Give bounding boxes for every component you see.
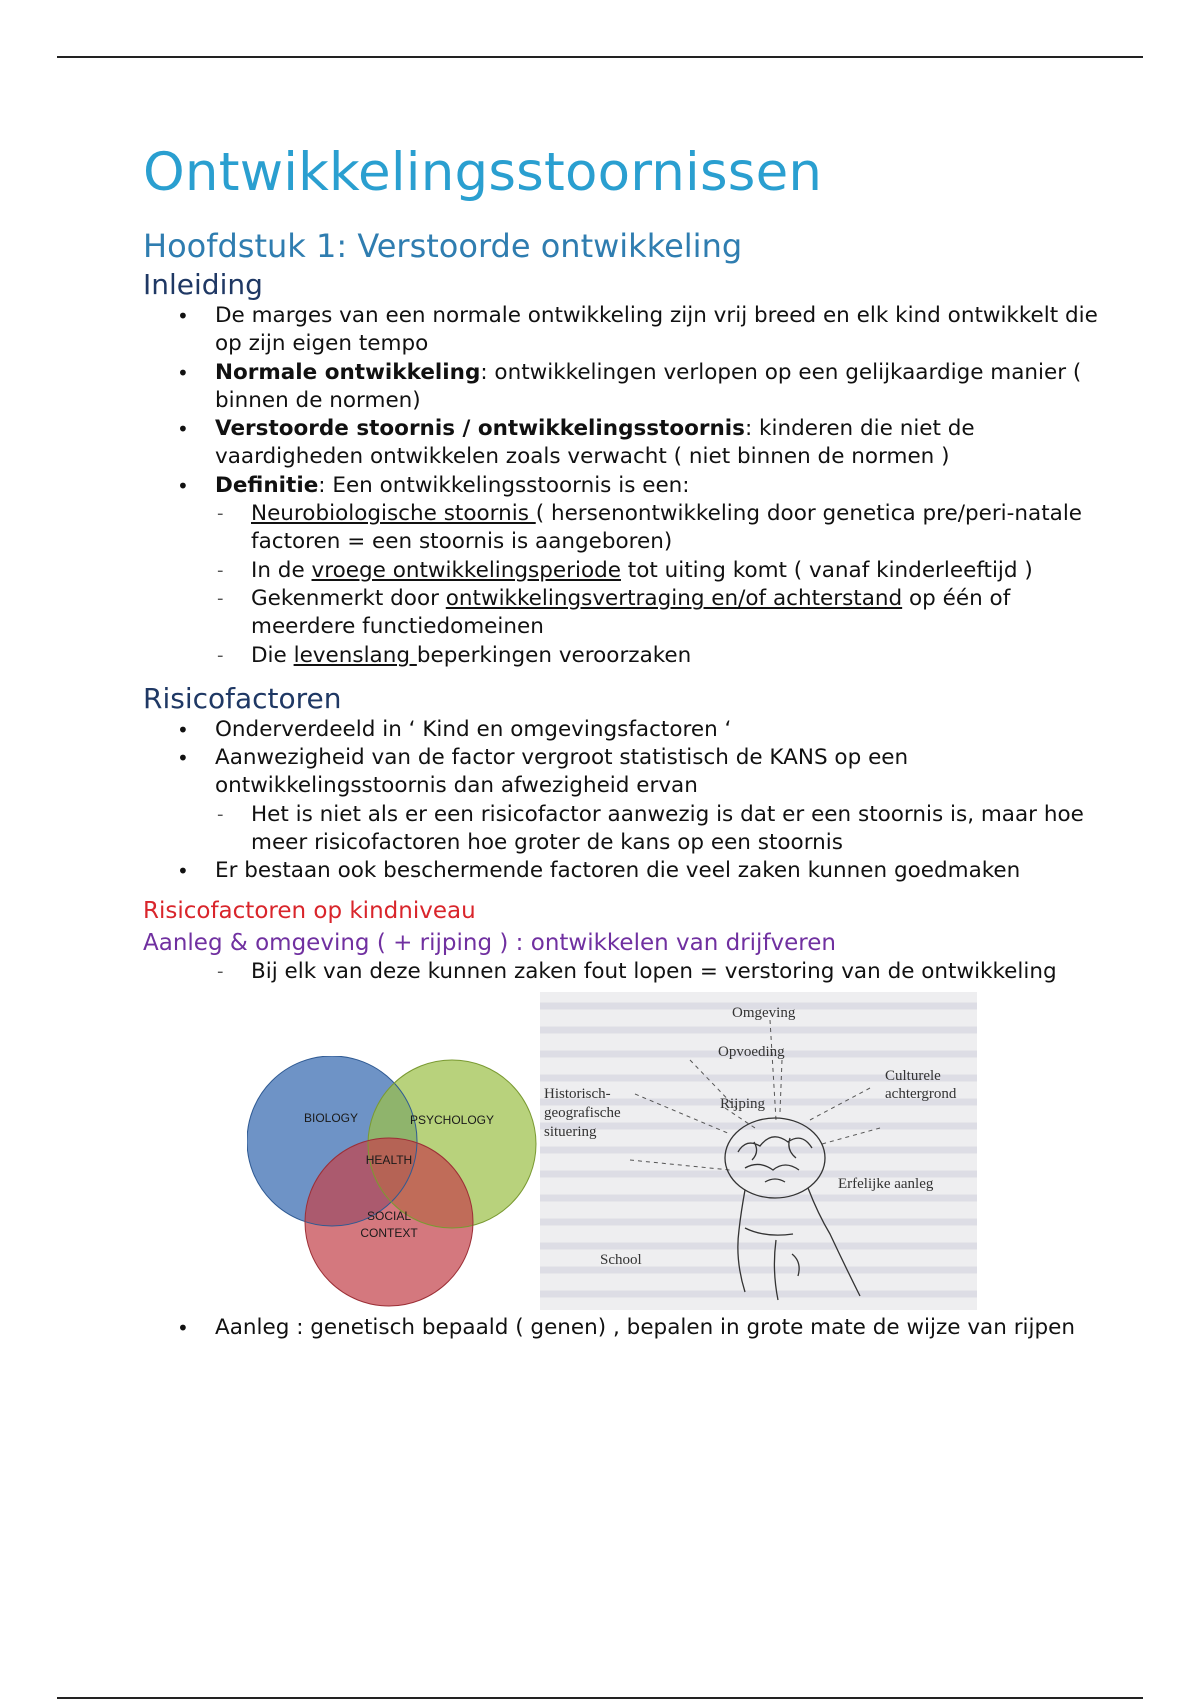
child-development-diagram — [540, 992, 977, 1310]
venn-label-biology: BIOLOGY — [303, 1110, 359, 1125]
venn-label-context: CONTEXT — [360, 1225, 418, 1240]
chapter-heading: Hoofdstuk 1: Verstoorde ontwikkeling — [143, 227, 743, 265]
label-omgeving: Omgeving — [732, 1004, 796, 1021]
section-heading-risicofactoren: Risicofactoren — [143, 681, 342, 715]
definitie-sublist — [215, 500, 1103, 670]
label-rijping: Rijping — [720, 1095, 766, 1112]
header-rule — [57, 56, 1143, 58]
risico-list — [143, 716, 1103, 886]
venn-label-psychology: PSYCHOLOGY — [409, 1112, 495, 1127]
sub-list-item: - Bij elk van deze kunnen zaken fout lopen = verstoring van de ontwikkeling — [251, 958, 1103, 986]
label-school: School — [600, 1251, 642, 1268]
label-culturele-2: achtergrond — [885, 1085, 957, 1102]
label-historisch-3: situering — [544, 1123, 597, 1140]
venn-label-social: SOCIAL — [366, 1208, 412, 1223]
inleiding-list — [143, 302, 1103, 670]
term-bold: Definitie — [215, 472, 319, 498]
footer-rule — [57, 1697, 1143, 1699]
aanleg-sublist — [143, 958, 1103, 986]
label-opvoeding: Opvoeding — [718, 1043, 785, 1060]
sub-list-item: - Die levenslang beperkingen veroorzaken — [251, 642, 1103, 670]
diagram-illustration — [540, 992, 977, 1310]
list-item: • Normale ontwikkeling: ontwikkelingen verlopen op een gelijkaardige manier ( binnen de normen) — [215, 359, 1103, 416]
label-historisch-1: Historisch- — [544, 1085, 611, 1102]
sub-list-item: - In de vroege ontwikkelingsperiode tot uiting komt ( vanaf kinderleeftijd ) — [251, 557, 1103, 585]
list-item: • Definitie: Een ontwikkelingsstoornis is een: - Neurobiologische stoornis ( hersenontwikkeling door genetica pre/peri-natale factoren = een stoornis is aangeboren) - In de vroege ontwikkelingsperiode tot uiting komt ( vanaf kinderleeftijd ) - Gekenmerkt door ontwikkelingsvertraging en/of achterstand op één of meerdere functiedomeinen - Die levenslang beperkingen veroorzaken — [215, 472, 1103, 670]
subsection-heading-kindniveau: Risicofactoren op kindniveau — [143, 897, 476, 924]
sub-list-item: - Neurobiologische stoornis ( hersenontwikkeling door genetica pre/peri-natale factoren = een stoornis is aangeboren) — [251, 500, 1103, 557]
sub-list-item: - Gekenmerkt door ontwikkelingsvertraging en/of achterstand op één of meerdere functiedomeinen — [251, 585, 1103, 642]
aanleg-list — [143, 1314, 1103, 1342]
label-historisch-2: geografische — [544, 1104, 621, 1121]
list-item: • Er bestaan ook beschermende factoren die veel zaken kunnen goedmaken — [215, 857, 1103, 885]
list-item: • Aanleg : genetisch bepaald ( genen) , bepalen in grote mate de wijze van rijpen — [215, 1314, 1103, 1342]
list-item: • Onderverdeeld in ‘ Kind en omgevingsfactoren ‘ — [215, 716, 1103, 744]
section-heading-inleiding: Inleiding — [143, 268, 263, 301]
list-item: • Verstoorde stoornis / ontwikkelingsstoornis: kinderen die niet de vaardigheden ontwikkelen zoals verwacht ( niet binnen de normen ) — [215, 415, 1103, 472]
venn-label-health: HEALTH — [365, 1152, 413, 1167]
document-title: Ontwikkelingsstoornissen — [143, 142, 823, 203]
risico-sublist — [215, 801, 1103, 858]
sub-list-item: - Het is niet als er een risicofactor aanwezig is dat er een stoornis is, maar hoe meer risicofactoren hoe groter de kans op een stoornis — [251, 801, 1103, 858]
figure-row — [143, 990, 1103, 1310]
document-body — [143, 138, 1103, 1342]
term-bold: Verstoorde stoornis / ontwikkelingsstoornis — [215, 416, 745, 442]
list-item: • Aanwezigheid van de factor vergroot statistisch de KANS op een ontwikkelingsstoornis dan afwezigheid ervan - Het is niet als er een risicofactor aanwezig is dat er een stoornis is, maar hoe meer risicofactoren hoe groter de kans op een stoornis — [215, 744, 1103, 857]
subsection-heading-aanleg: Aanleg & omgeving ( + rijping ) : ontwikkelen van drijfveren — [143, 929, 836, 956]
label-culturele-1: Culturele — [885, 1067, 941, 1084]
list-item: • De marges van een normale ontwikkeling zijn vrij breed en elk kind ontwikkelt die op zijn eigen tempo — [215, 302, 1103, 359]
label-erfelijke-aanleg: Erfelijke aanleg — [838, 1175, 934, 1192]
term-bold: Normale ontwikkeling — [215, 359, 481, 385]
venn-diagram — [247, 1056, 537, 1308]
